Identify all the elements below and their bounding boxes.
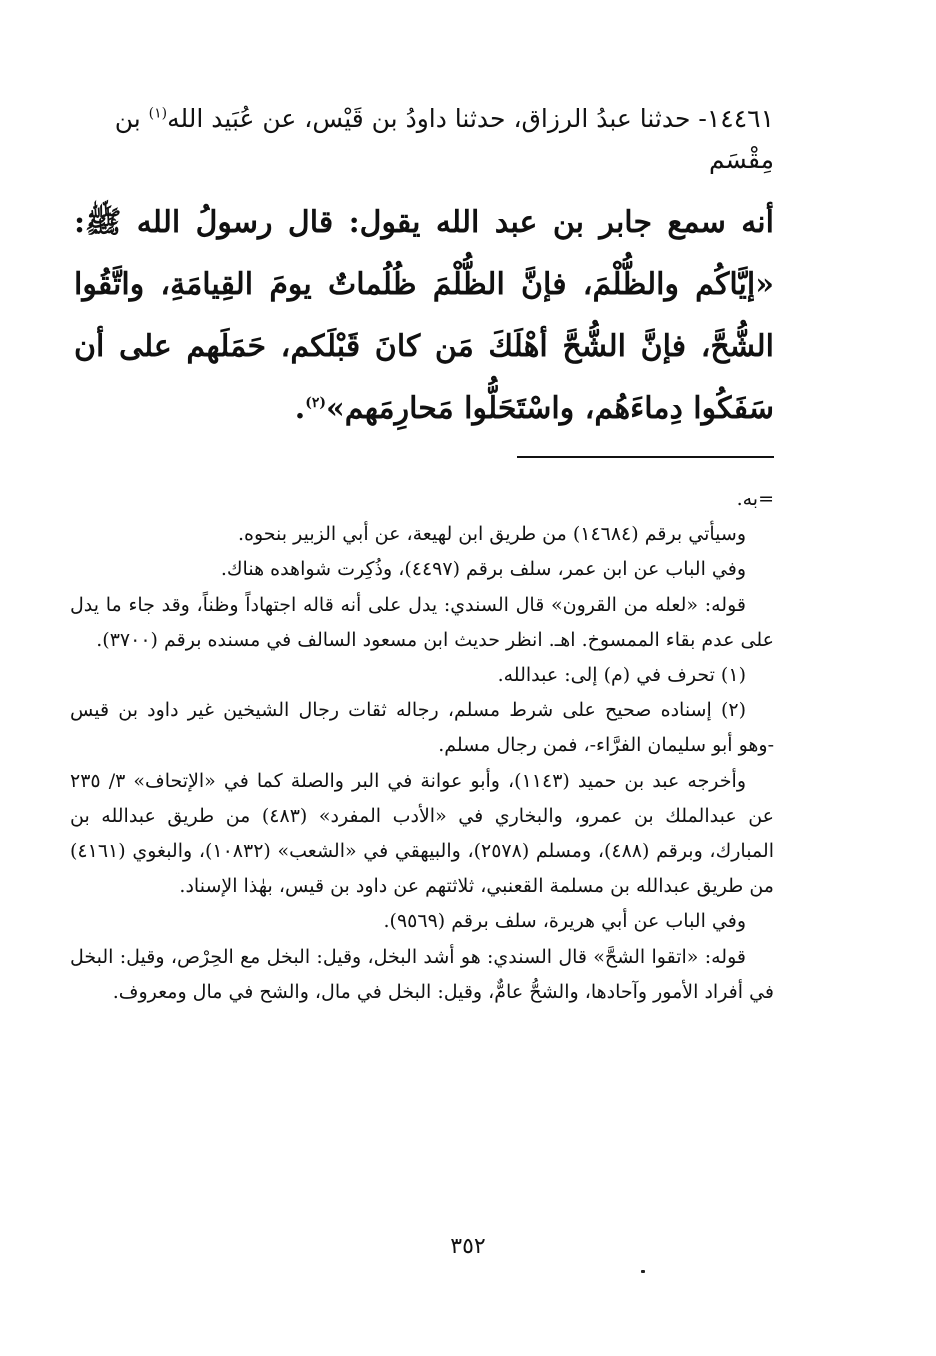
- hadith-isnad-continuation: مِقْسَم: [709, 145, 774, 174]
- footnote-paragraph: وفي الباب عن ابن عمر، سلف برقم (٤٤٩٧)، وذُكِرت شواهده هناك.: [220, 558, 746, 581]
- footnote-paragraph: وفي الباب عن أبي هريرة، سلف برقم (٩٥٦٩).: [383, 910, 746, 933]
- footnote-marker-1: (١): [148, 105, 168, 122]
- footnote-paragraph: وأخرجه عبد بن حميد (١١٤٣)، وأبو عوانة في البر والصلة كما في «الإتحاف» ٣/ ٢٣٥ عن عبدالملك بن عمرو، والبخاري في «الأدب المفرد» (٤٨٣) من طريق عبدالله بن المبارك، وبرقم (٤٨٨)، ومسلم (٢٥٧٨)، والبيهقي في «الشعب» (١٠٨٣٢)، والبغوي (٤١٦١) من طريق عبدالله بن مسلمة القعنبي، ثلاثتهم عن داود بن قيس، بهٰذا الإسناد.: [70, 769, 774, 898]
- footnotes-section: [70, 482, 774, 1010]
- footnote-separator: [517, 456, 774, 458]
- matn-text: أنه سمع جابر بن عبد الله يقول: قال رسولُ الله ﷺ: «إيَّاكُم والظُّلْمَ، فإنَّ الظُّلْمَ ظُلُماتٌ يومَ القِيامَةِ، واتَّقُوا الشُّحَّ، فإنَّ الشُّحَّ أهْلَكَ مَن كانَ قَبْلَكم، حَمَلَهم على أن سَفَكُوا دِماءَهُم، واسْتَحَلُّوا مَحارِمَهم»: [74, 205, 774, 426]
- footnote-2: (٢) إسناده صحيح على شرط مسلم، رجاله ثقات رجال الشيخين غير داود بن قيس -وهو أبو سليمان الفرَّاء-، فمن رجال مسلم.: [70, 699, 774, 757]
- footnote-continuation: =به.: [736, 488, 774, 510]
- isnad-text-end: بن: [114, 104, 149, 133]
- footnote-paragraph: قوله: «اتقوا الشحَّ» قال السندي: هو أشد البخل، وقيل: البخل مع الحِرْص، وقيل: البخل في أفراد الأمور وآحادها، والشحُّ عامٌّ، وقيل: البخل في مال، والشح في مال ومعروف.: [70, 945, 774, 1003]
- footnote-paragraph: وسيأتي برقم (١٤٦٨٤) من طريق ابن لهيعة، عن أبي الزبير بنحوه.: [237, 523, 746, 546]
- matn-end: .: [294, 391, 306, 426]
- footnote-paragraph: قوله: «لعله من القرون» قال السندي: يدل على أنه قاله اجتهاداً وظناً، وقد جاء ما يدل على عدم بقاء الممسوخ. اهـ. انظر حديث ابن مسعود السالف في مسنده برقم (٣٧٠٠).: [70, 593, 774, 651]
- footnote-marker-2: (٢): [305, 395, 326, 411]
- hadith-block: [74, 96, 774, 440]
- print-speck: [641, 1270, 645, 1273]
- hadith-matn: [74, 192, 774, 440]
- hadith-isnad: [74, 96, 774, 142]
- footnote-1: (١) تحرف في (م) إلى: عبدالله.: [497, 664, 746, 687]
- isnad-text: ١٤٤٦١- حدثنا عبدُ الرزاق، حدثنا داودُ بن قَيْس، عن عُبَيد الله: [167, 104, 774, 133]
- page-number: ٣٥٢: [450, 1234, 486, 1259]
